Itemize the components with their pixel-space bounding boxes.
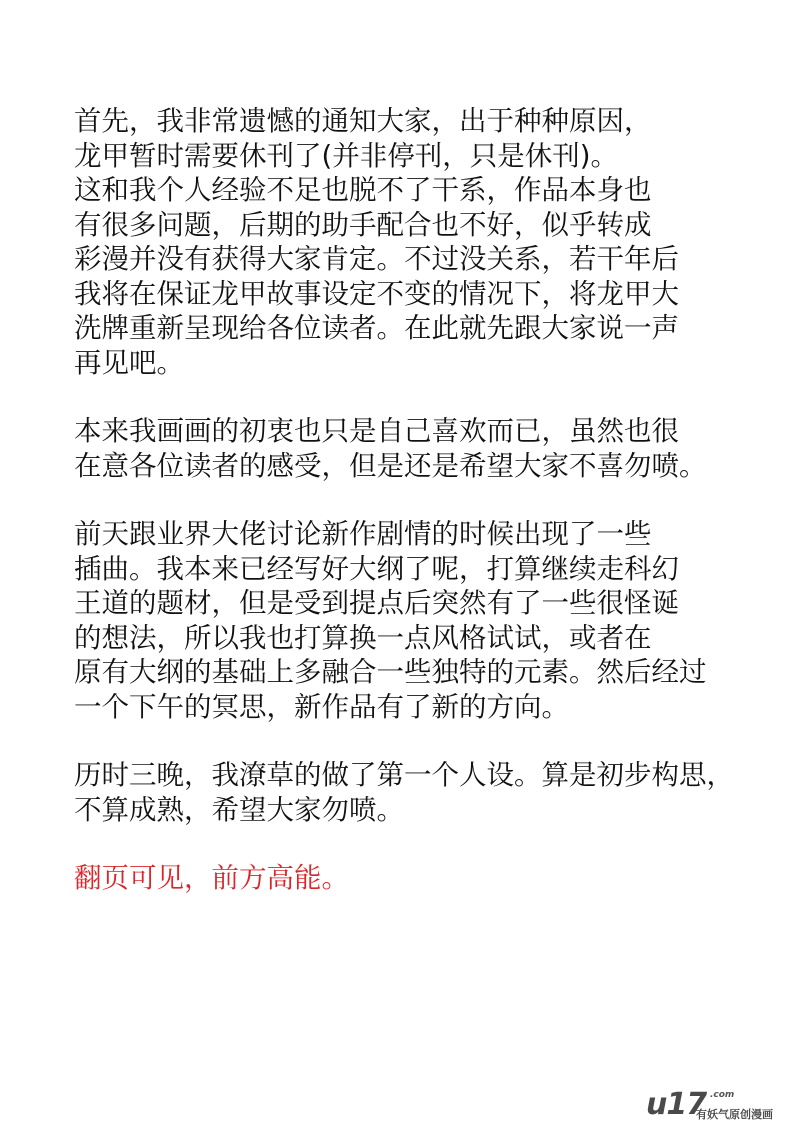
text-line: 不算成熟，希望大家勿喷。 <box>74 793 404 826</box>
paragraph-spacer <box>74 827 774 861</box>
paragraph-spacer <box>74 380 774 414</box>
paragraph-hiatus-notice <box>74 104 774 380</box>
watermark-tagline: 有妖气原创漫画 <box>696 1108 773 1121</box>
text-line: 历时三晚，我潦草的做了第一个人设。算是初步构思， <box>74 759 734 791</box>
paragraph-spacer <box>74 724 774 758</box>
paragraph-new-direction <box>74 517 774 724</box>
text-line: 插曲。我本来已经写好大纲了呢，打算继续走科幻 <box>74 552 679 585</box>
text-line: 一个下午的冥思，新作品有了新的方向。 <box>74 690 569 723</box>
text-line: 这和我个人经验不足也脱不了干系，作品本身也 <box>74 174 652 206</box>
text-line: 本来我画画的初衷也只是自己喜欢而已，虽然也很 <box>74 415 679 447</box>
text-line: 在意各位读者的感受，但是还是希望大家不喜勿喷。 <box>74 449 707 482</box>
text-line: 有很多问题，后期的助手配合也不好，似乎转成 <box>74 208 652 241</box>
notice-text <box>74 104 774 896</box>
text-line: 的想法，所以我也打算换一点风格试试，或者在 <box>74 621 652 654</box>
text-line: 洗牌重新呈现给各位读者。在此就先跟大家说一声 <box>74 312 679 344</box>
watermark-logo-text: u17 <box>646 1087 707 1122</box>
paragraph-turn-page-hint <box>74 861 774 896</box>
paragraph-character-design <box>74 758 774 827</box>
text-line: 前天跟业界大佬讨论新作剧情的时候出现了一些 <box>74 518 652 550</box>
text-line: 我将在保证龙甲故事设定不变的情况下，将龙甲大 <box>74 277 679 310</box>
paragraph-original-intention <box>74 414 774 483</box>
watermark-domain: .com <box>710 1090 735 1100</box>
text-line: 彩漫并没有获得大家肯定。不过没关系，若干年后 <box>74 243 679 275</box>
text-line: 王道的题材，但是受到提点后突然有了一些很怪诞 <box>74 587 679 619</box>
text-line: 再见吧。 <box>74 346 184 379</box>
highlight-text-line: 翻页可见，前方高能。 <box>74 862 349 894</box>
u17-watermark-logo <box>646 1087 794 1128</box>
text-line: 原有大纲的基础上多融合一些独特的元素。然后经过 <box>74 656 707 688</box>
text-line: 首先，我非常遗憾的通知大家，出于种种原因， <box>74 105 652 137</box>
paragraph-spacer <box>74 483 774 517</box>
text-line: 龙甲暂时需要休刊了(并非停刊，只是休刊)。 <box>74 139 618 172</box>
